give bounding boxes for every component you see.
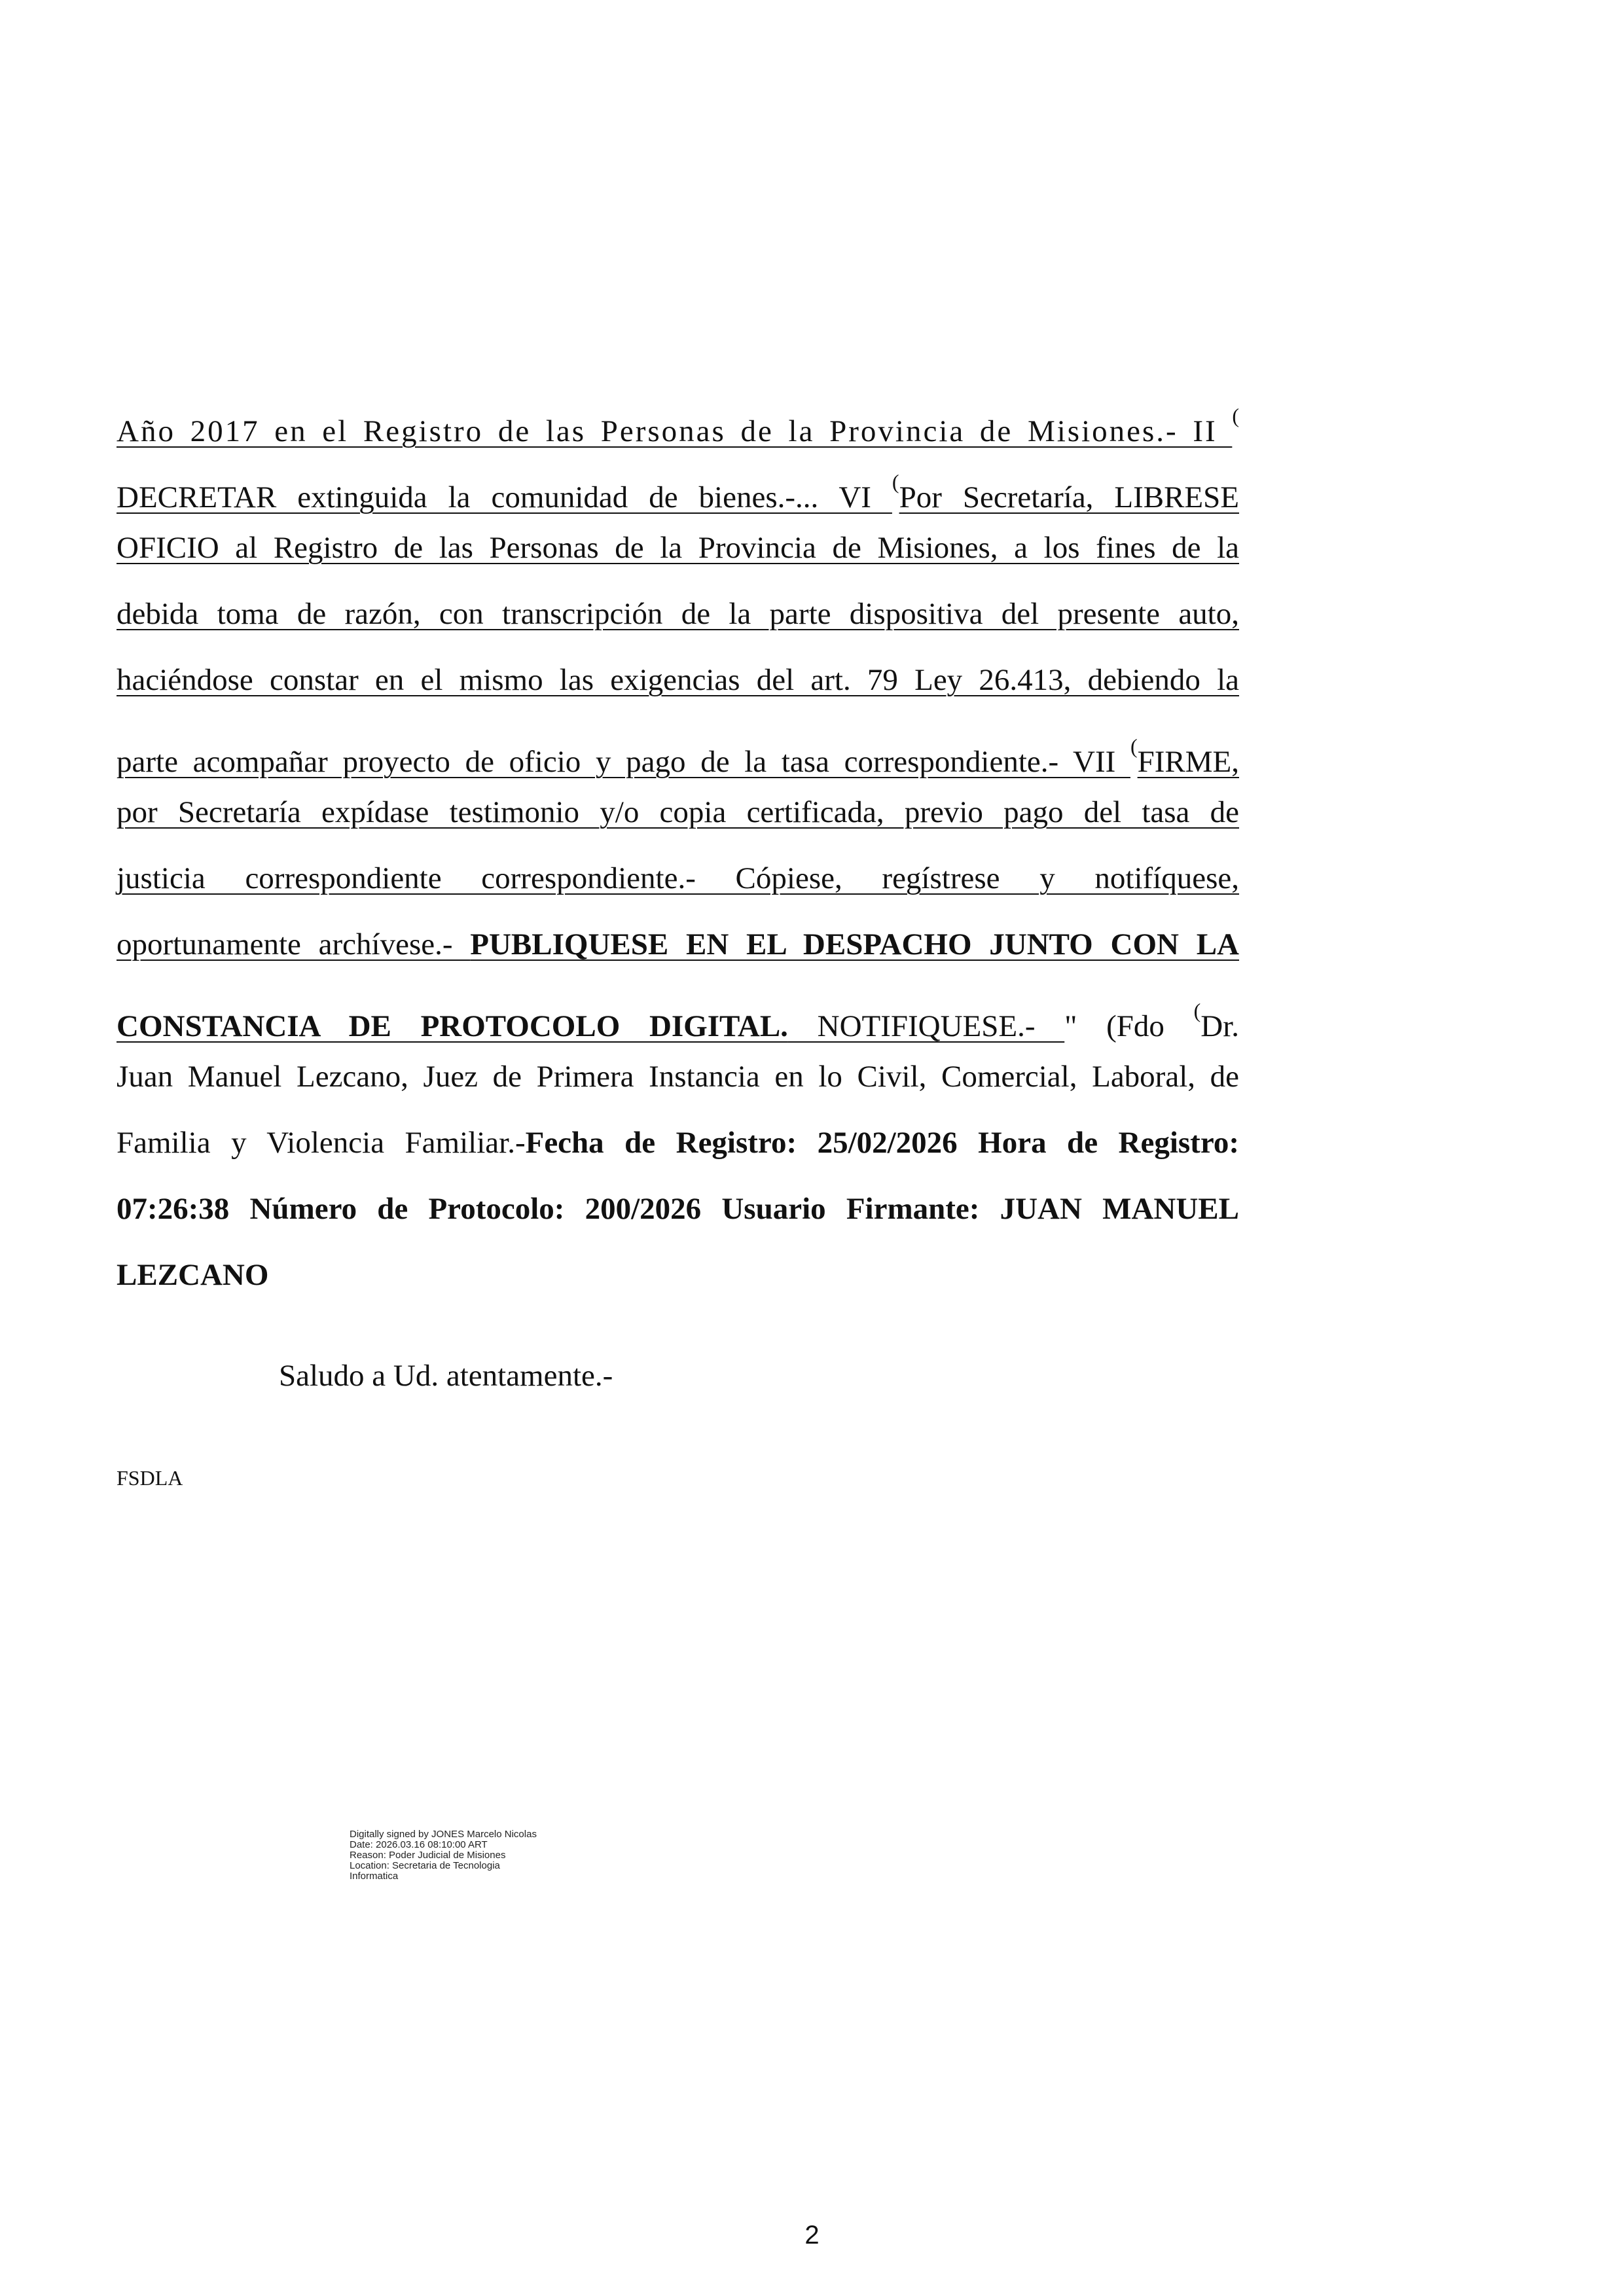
text-segment: Fecha de Registro: 25/02/2026 Hora de Registro: — [525, 1126, 1239, 1160]
body-paragraph — [117, 383, 1239, 1308]
text-segment: Familia y Violencia Familiar.- — [117, 1126, 526, 1160]
text-segment: por Secretaría expídase testimonio y/o copia certificada, previo pago del tasa de — [117, 795, 1239, 829]
text-segment: DECRETAR extinguida la comunidad de bienes.-... VI — [117, 480, 892, 514]
closing-salutation: Saludo a Ud. atentamente.- — [279, 1359, 613, 1393]
signature-line: Digitally signed by JONES Marcelo Nicolas — [350, 1829, 537, 1840]
text-segment: Año 2017 en el Registro de las Personas de la Provincia de Misiones.- II — [117, 414, 1233, 448]
signature-line: Location: Secretaria de Tecnologia — [350, 1860, 500, 1871]
paren-mark: ( — [1193, 999, 1201, 1022]
paren-mark: ( — [1232, 404, 1239, 427]
text-segment: Por Secretaría, LIBRESE — [899, 480, 1239, 514]
text-segment: debida toma de razón, con transcripción de la parte dispositiva del presente auto, — [117, 597, 1239, 631]
text-segment: NOTIFIQUESE.- — [787, 1009, 1065, 1043]
text-line — [117, 647, 1239, 713]
text-segment: LEZCANO — [117, 1258, 269, 1292]
page-number: 2 — [804, 2221, 820, 2250]
text-line — [117, 515, 1239, 581]
text-line — [117, 1242, 1239, 1308]
text-segment: justicia correspondiente correspondiente.- Cópiese, regístrese y notifíquese, — [117, 861, 1239, 895]
signature-line: Date: 2026.03.16 08:10:00 ART — [350, 1839, 488, 1850]
text-segment: haciéndose constar en el mismo las exigencias del art. 79 Ley 26.413, debiendo la — [117, 663, 1239, 697]
signature-line: Informatica — [350, 1871, 399, 1882]
text-segment: FIRME, — [1137, 745, 1239, 779]
text-segment: parte acompañar proyecto de oficio y pago de la tasa correspondiente.- VII — [117, 745, 1130, 779]
text-segment: oportunamente archívese.- — [117, 927, 471, 961]
text-segment: 07:26:38 Número de Protocolo: 200/2026 Usuario Firmante: JUAN MANUEL — [117, 1192, 1239, 1226]
text-line — [117, 581, 1239, 647]
text-segment: Dr. — [1200, 1009, 1239, 1043]
text-line — [117, 912, 1239, 978]
text-line — [117, 1110, 1239, 1176]
text-line — [117, 449, 1239, 515]
text-segment: CONSTANCIA DE PROTOCOLO DIGITAL. — [117, 1009, 788, 1043]
text-line — [117, 713, 1239, 780]
digital-signature-block — [350, 1829, 537, 1882]
text-line — [117, 383, 1239, 449]
text-line — [117, 978, 1239, 1044]
text-segment: OFICIO al Registro de las Personas de la Provincia de Misiones, a los fines de la — [117, 531, 1239, 565]
paren-mark: ( — [892, 470, 899, 493]
paren-mark: ( — [1130, 734, 1138, 758]
text-segment: PUBLIQUESE EN EL DESPACHO JUNTO CON LA — [470, 927, 1239, 961]
text-line — [117, 780, 1239, 846]
signature-line: Reason: Poder Judicial de Misiones — [350, 1850, 506, 1861]
text-segment: Juan Manuel Lezcano, Juez de Primera Instancia en lo Civil, Comercial, Laboral, de — [117, 1060, 1239, 1094]
text-segment: " (Fdo — [1064, 1009, 1194, 1043]
text-line — [117, 846, 1239, 912]
text-line — [117, 1176, 1239, 1242]
author-initials: FSDLA — [117, 1466, 183, 1490]
text-line — [117, 1044, 1239, 1110]
